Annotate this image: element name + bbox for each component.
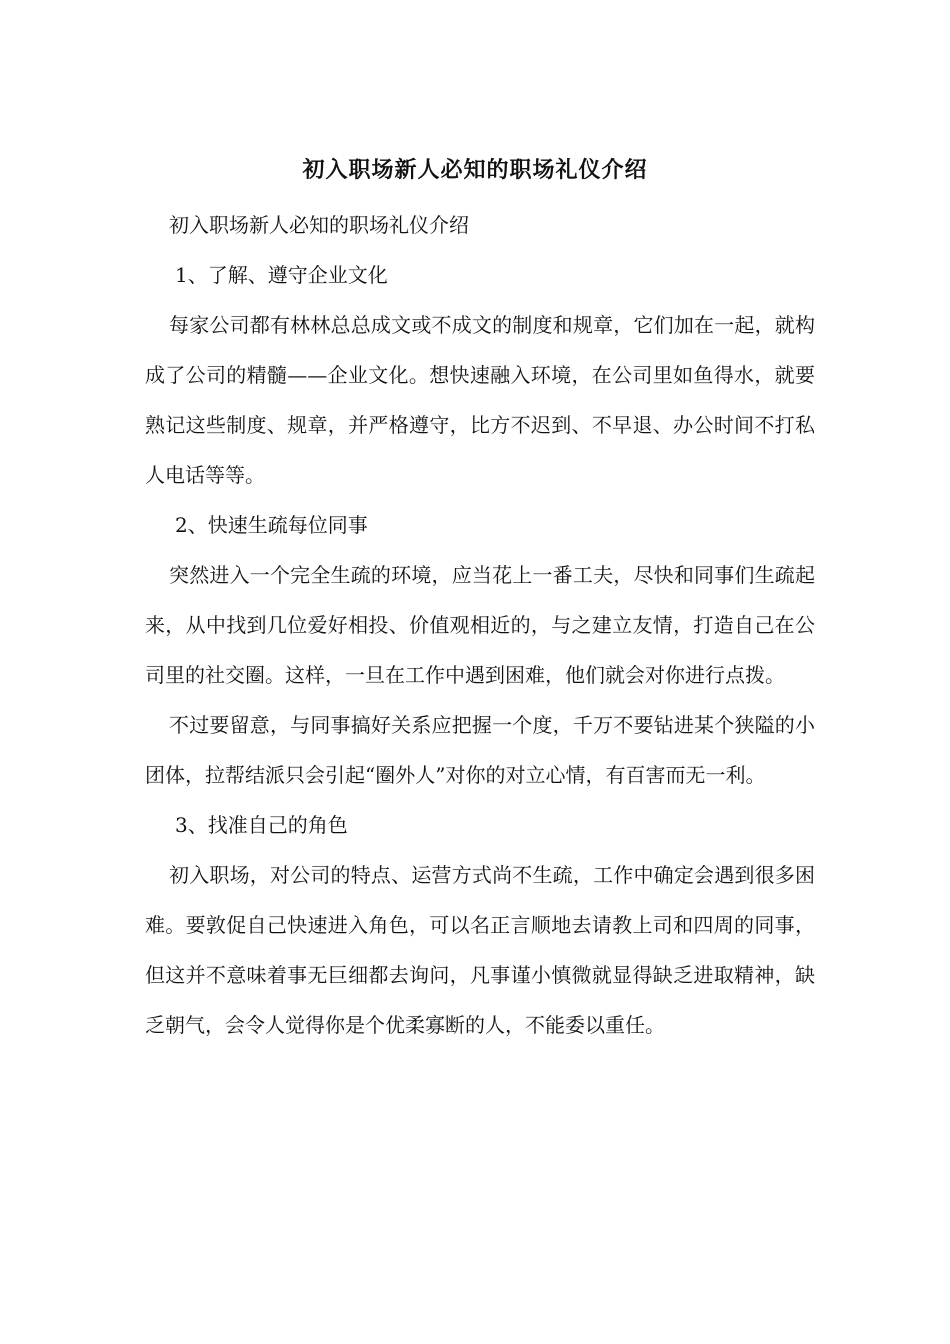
- body-paragraph: 初入职场，对公司的特点、运营方式尚不生疏，工作中确定会遇到很多困难。要敦促自己快速进入角色，可以名正言顺地去请教上司和四周的同事，但这并不意味着事无巨细都去询问，凡事谨小慎微就显得缺乏进取精神，缺乏朝气，会令人觉得你是个优柔寡断的人，不能委以重任。: [145, 863, 815, 1037]
- body-paragraph: 每家公司都有林林总总成文或不成文的制度和规章，它们加在一起，就构成了公司的精髓——企业文化。想快速融入环境，在公司里如鱼得水，就要熟记这些制度、规章，并严格遵守，比方不迟到、不早退、办公时间不打私人电话等等。: [145, 313, 815, 487]
- document-body: [145, 200, 815, 1050]
- document-title: 初入职场新人必知的职场礼仪介绍: [302, 157, 648, 183]
- intro-line: 初入职场新人必知的职场礼仪介绍: [169, 213, 469, 237]
- section-heading-2: 2、快速生疏每位同事: [175, 513, 368, 537]
- body-paragraph: 不过要留意，与同事搞好关系应把握一个度，千万不要钻进某个狭隘的小团体，拉帮结派只会引起“圈外人”对你的对立心情，有百害而无一利。: [145, 713, 815, 787]
- body-paragraph: 突然进入一个完全生疏的环境，应当花上一番工夫，尽快和同事们生疏起来，从中找到几位爱好相投、价值观相近的，与之建立友情，打造自己在公司里的社交圈。这样，一旦在工作中遇到困难，他们就会对你进行点拨。: [145, 563, 815, 687]
- section-heading-1: 1、了解、遵守企业文化: [175, 263, 388, 287]
- section-heading-3: 3、找准自己的角色: [175, 813, 348, 837]
